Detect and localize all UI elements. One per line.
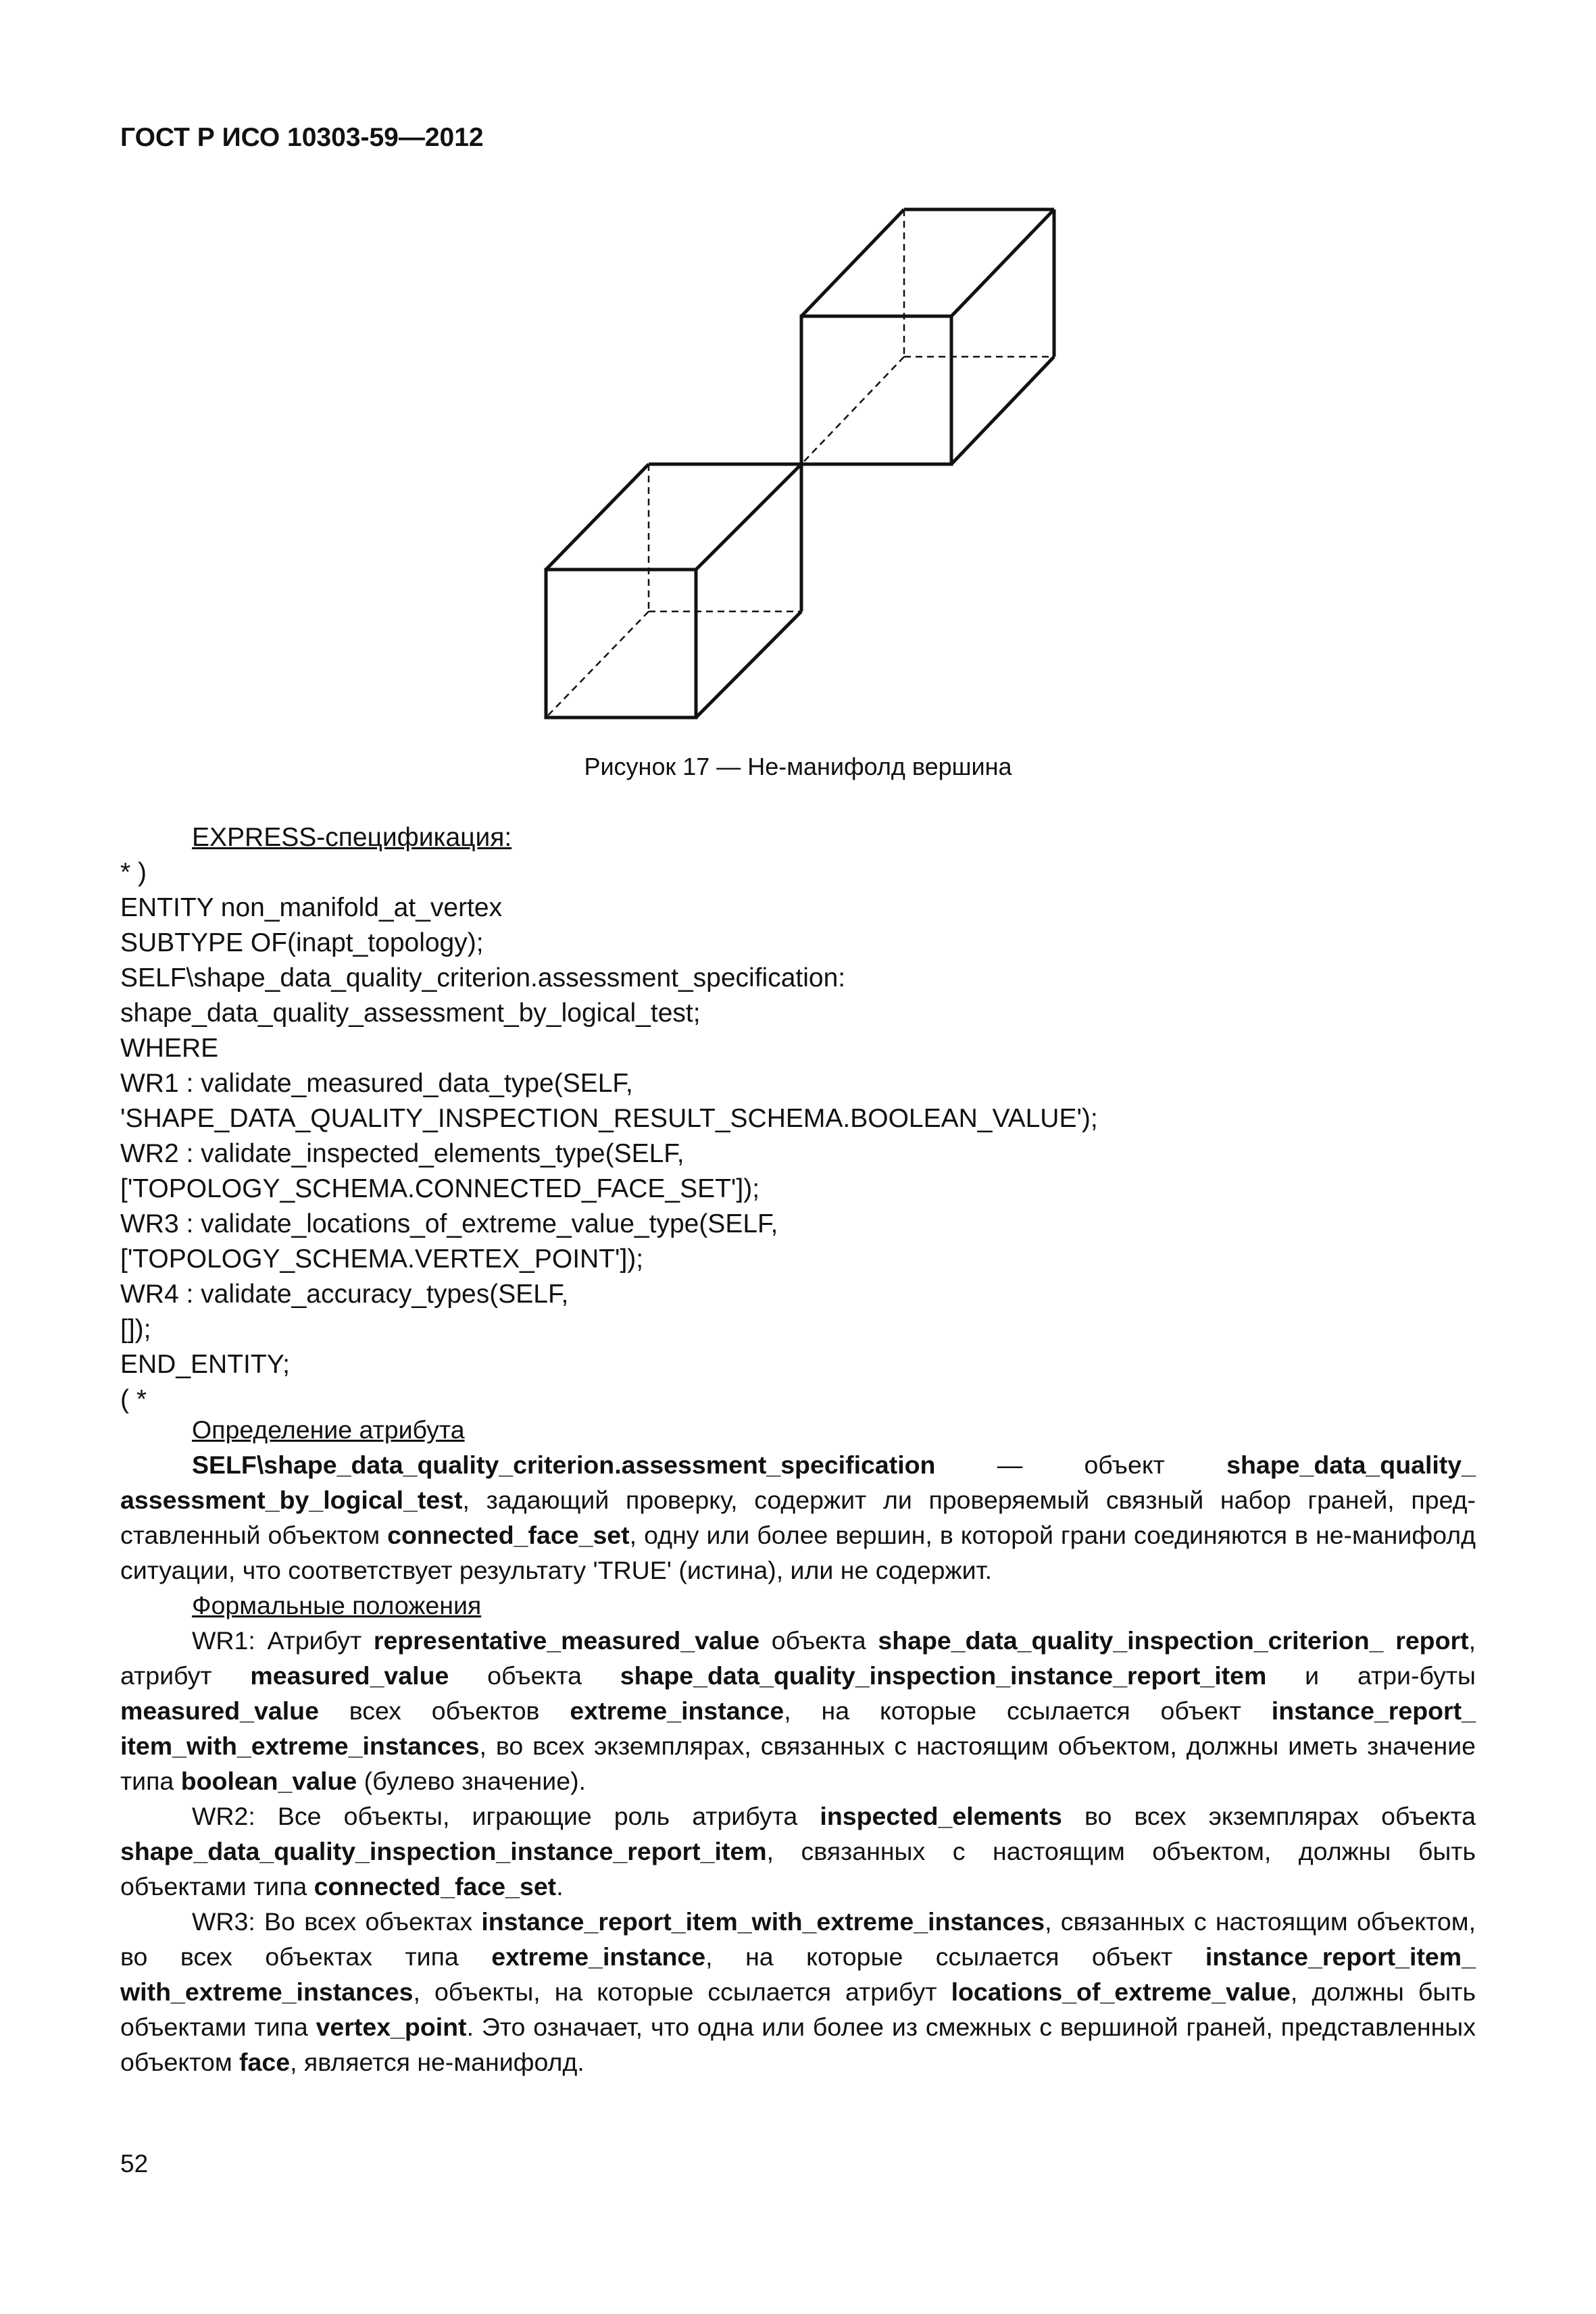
bold-term: instance_report_item_with_extreme_instances — [481, 1907, 1045, 1936]
code-line: WR1 : validate_measured_data_type(SELF, — [120, 1069, 633, 1098]
text-run: , на которые ссылается объект — [705, 1942, 1205, 1971]
text-run: , атрибут — [120, 1626, 1476, 1690]
wr1-paragraph — [120, 1623, 1476, 1799]
text-run: объекта — [759, 1626, 878, 1655]
text-run: WR3: Во всех объектах — [192, 1907, 482, 1936]
bold-term: boolean_value — [180, 1767, 357, 1795]
lower-cube-edge — [546, 464, 649, 570]
text-run: , на которые ссылается объект — [784, 1696, 1272, 1725]
code-line: SUBTYPE OF(inapt_topology); — [120, 928, 484, 957]
figure-caption-text: Рисунок 17 — Не-манифолд вершина — [584, 753, 1012, 780]
wr3-paragraph — [120, 1904, 1476, 2080]
formal-propositions-heading: Формальные положения — [192, 1591, 482, 1619]
bold-term: measured_value — [120, 1696, 319, 1725]
text-run: во всех экземплярах объекта — [1062, 1802, 1476, 1830]
attribute-definition-heading: Определение атрибута — [192, 1415, 465, 1444]
code-line: WR2 : validate_inspected_elements_type(SELF, — [120, 1139, 684, 1168]
bold-term: shape_data_quality_inspection_criterion_ report — [878, 1626, 1469, 1655]
text-run: , связанных с настоящим объектом, во всех объектах типа — [120, 1907, 1476, 1971]
text-run: всех объектов — [318, 1696, 570, 1725]
lower-cube-hidden-edge — [546, 611, 649, 718]
bold-term: representative_measured_value — [373, 1626, 760, 1655]
code-line: ENTITY non_manifold_at_vertex — [120, 893, 503, 922]
upper-cube-edge — [951, 357, 1054, 464]
bold-term: instance_report_item_ with_extreme_instances — [120, 1942, 1476, 2006]
bold-term: inspected_elements — [820, 1802, 1062, 1830]
bold-term: connected_face_set — [387, 1521, 630, 1549]
figure-caption — [0, 753, 1596, 781]
upper-cube-edge — [801, 209, 904, 316]
bold-term: connected_face_set — [314, 1872, 557, 1901]
code-line: shape_data_quality_assessment_by_logical_test; — [120, 999, 701, 1028]
upper-cube-front-face — [801, 316, 951, 464]
text-run: объекта — [449, 1661, 620, 1690]
bold-term: shape_data_quality_inspection_instance_report_item — [120, 1837, 767, 1865]
text-run: , во всех экземплярах, связанных с настоящим объектом, должны иметь значение типа — [120, 1732, 1476, 1795]
text-run: , задающий проверку, содержит ли проверяемый связный набор граней, пред-ставленный объектом — [120, 1486, 1476, 1549]
bold-term: SELF\shape_data_quality_criterion.assessment_specification — [192, 1451, 936, 1479]
express-code-block — [120, 820, 1476, 1417]
code-line: * ) — [120, 858, 147, 887]
bold-term: instance_report_ item_with_extreme_instances — [120, 1696, 1476, 1760]
bold-term: face — [239, 2048, 291, 2076]
lower-cube-edge — [696, 464, 801, 570]
document-header: ГОСТ Р ИСО 10303-59—2012 — [120, 123, 484, 152]
lower-cube-edge — [696, 611, 801, 718]
definitions-text — [120, 1412, 1476, 2080]
text-run: , одну или более вершин, в которой грани соединяются в не-манифолд ситуации, что соответствует результату 'TRUE' (истина), или не содержит. — [120, 1521, 1476, 1584]
code-line: []); — [120, 1315, 151, 1344]
text-run: WR2: Все объекты, играющие роль атрибута — [192, 1802, 820, 1830]
bold-term: shape_data_quality_ assessment_by_logical_test — [120, 1451, 1476, 1514]
text-run: (булево значение). — [357, 1767, 586, 1795]
bold-term: shape_data_quality_inspection_instance_report_item — [620, 1661, 1267, 1690]
code-line: ['TOPOLOGY_SCHEMA.VERTEX_POINT']); — [120, 1244, 644, 1274]
upper-cube-hidden-edge — [801, 357, 904, 464]
bold-term: locations_of_extreme_value — [951, 1978, 1291, 2006]
text-run: WR1: Атрибут — [192, 1626, 374, 1655]
text-run: . Это означает, что одна или более из смежных с вершиной граней, представленных объектом — [120, 2013, 1476, 2076]
bold-term: extreme_instance — [570, 1696, 784, 1725]
express-heading: EXPRESS-спецификация: — [192, 823, 512, 852]
code-line: WHERE — [120, 1034, 219, 1063]
code-line: ['TOPOLOGY_SCHEMA.CONNECTED_FACE_SET']); — [120, 1174, 760, 1203]
text-run: , является не-манифолд. — [290, 2048, 584, 2076]
code-line: WR3 : validate_locations_of_extreme_value_type(SELF, — [120, 1209, 778, 1238]
code-line: SELF\shape_data_quality_criterion.assessment_specification: — [120, 963, 846, 992]
text-run: , должны быть объектами типа — [120, 1978, 1476, 2041]
text-run: — объект — [935, 1451, 1227, 1479]
bold-term: measured_value — [250, 1661, 449, 1690]
code-line: ( * — [120, 1385, 147, 1414]
code-line: END_ENTITY; — [120, 1350, 291, 1379]
code-line: 'SHAPE_DATA_QUALITY_INSPECTION_RESULT_SCHEMA.BOOLEAN_VALUE'); — [120, 1104, 1098, 1133]
upper-cube-edge — [951, 209, 1054, 316]
text-run: . — [556, 1872, 564, 1901]
bold-term: vertex_point — [316, 2013, 467, 2041]
wr2-paragraph — [120, 1799, 1476, 1904]
text-run: и атри-буты — [1266, 1661, 1476, 1690]
page-number: 52 — [120, 2150, 149, 2178]
text-run: , связанных с настоящим объектом, должны быть объектами типа — [120, 1837, 1476, 1901]
non-manifold-vertex-figure — [534, 200, 1074, 740]
code-line: WR4 : validate_accuracy_types(SELF, — [120, 1280, 569, 1309]
attribute-definition-paragraph — [120, 1447, 1476, 1588]
text-run: , объекты, на которые ссылается атрибут — [413, 1978, 951, 2006]
bold-term: extreme_instance — [491, 1942, 706, 1971]
